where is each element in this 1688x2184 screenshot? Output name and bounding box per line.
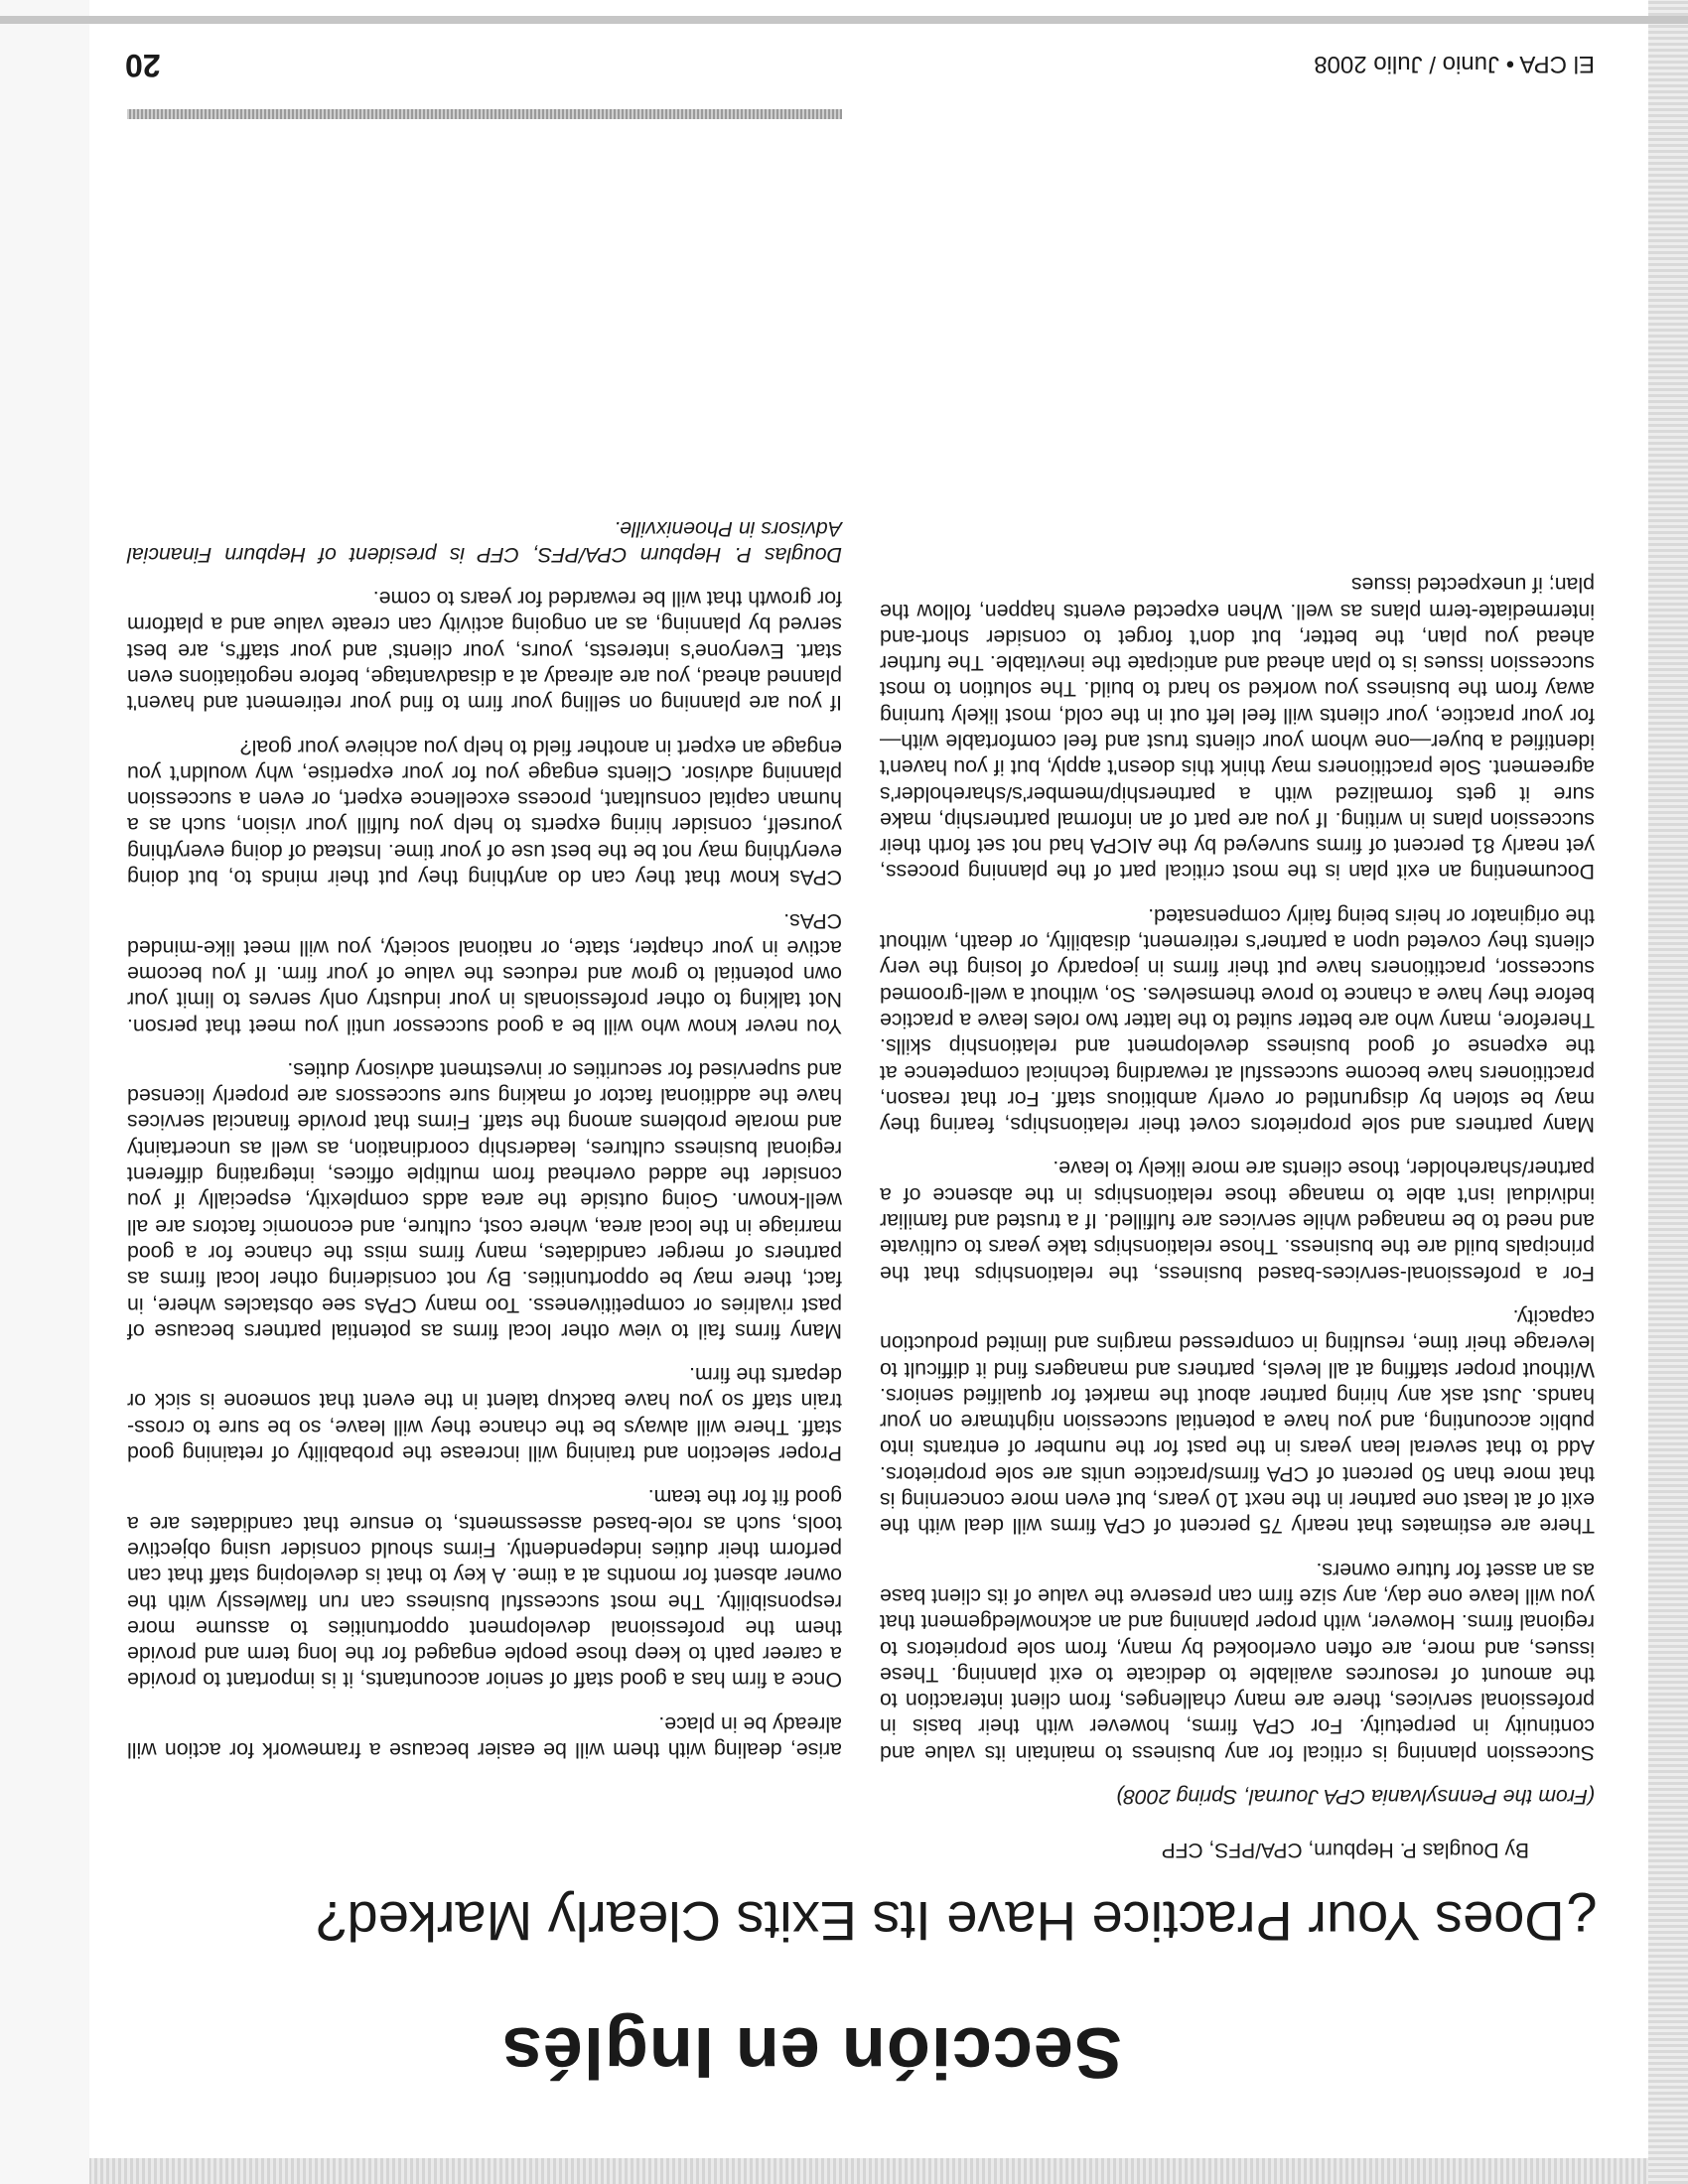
scan-edge-margin (0, 0, 89, 2184)
article-title: ¿Does Your Practice Have Its Exits Clearly Marked? (316, 1890, 1599, 1953)
section-title: Sección en Inglés (500, 2012, 1122, 2092)
paragraph: For a professional-services-based business, the relationships that the principals build are the business. Those relationships take years to cultivate and need to be managed while services are fulfilled. If a trusted and familiar individual isn't able to manage those relationships in the absence of a partner/shareholder, those clients are more likely to leave. (880, 1157, 1595, 1286)
paragraph: Documenting an exit plan is the most critical part of the planning process, yet nearly 81 percent of firms surveyed by the AICPA had not set forth their succession plans in writing. If you are part of an informal partnership, make sure it gets formalized with a partnership/member's/shareholder's agreement. Sole practitioners may think this doesn't apply, but if you haven't identified a buyer—one whom your clients trust and feel comfortable with—for your practice, your clients will feel left out in the cold, most likely turning away from the business you worked so hard to build. The solution to most succession issues is to plan ahead and anticipate the inevitable. The further ahead you plan, the better, but don't forget to consider short-and intermediate-term plans as well. When expected events happen, follow the plan; if unexpected issues (880, 573, 1595, 885)
paragraph: Succession planning is critical for any business to maintain its value and continuity in perpetuity. For CPA firms, however with their basis in professional services, there are many challenges, from client interaction to the amount of resources available to dedicate to exit planning. These issues, and more, are often overlooked by many, from sole proprietors to regional firms. However, with proper planning and an acknowledgement that you will leave one day, any size firm can preserve the value of its client base as an asset for future owners. (880, 1558, 1595, 1765)
scan-edge-line (0, 16, 1688, 24)
author-note: Douglas P. Hepburn CPA/PFS, CFP is president of Hepburn Financial Advisors in Phoenixville. (127, 516, 842, 567)
page-number: 20 (125, 48, 161, 83)
paragraph: Proper selection and training will increase the probability of retaining good staff. There will always be the chance they will leave, so be sure to cross-train staff so you have backup talent in the event that someone is sick or departs the firm. (127, 1363, 842, 1466)
paragraph: Once a firm has a good staff of senior accountants, it is important to provide a career path to keep those people engaged for the long term and provide them the professional development opportunities to assume more responsibility. The most successful business can run flawlessly with the owner absent for months at a time. A key to that is developing staff that can perform their duties independently. Firms should consider using objective tools, such as role-based assessments, to ensure that candidates are a good fit for the team. (127, 1485, 842, 1693)
scan-edge-shadow (1648, 0, 1688, 2184)
paragraph: CPAs know that they can do anything they put their minds to, but doing everything may not be the best use of your time. Instead of doing everything yourself, consider hiring experts to help you fulfill your vision, such as a human capital consultant, process excellence expert, or even a succession planning advisor. Clients engage you for your expertise, why wouldn't you engage an expert in another field to help you achieve your goal? (127, 735, 842, 890)
paragraph: Many partners and sole proprietors covet their relationships, fearing they may be stolen by disgruntled or overly ambitious staff. For that reason, practitioners have become successful at rewarding technical competence at the expense of good business development and relationship skills. Therefore, many who are better suited to the latter two roles leave a practice before they have a chance to prove themselves. So, without a well-groomed successor, practitioners have put their firms in jeopardy of losing the very clients they coveted upon a partner's retirement, disability, or death, without the originator or heirs being fairly compensated. (880, 903, 1595, 1138)
right-column (127, 497, 842, 1763)
page-footer (125, 44, 1595, 83)
footer-rule (127, 109, 842, 119)
paragraph: You never know who will be a good successor until you meet that person. Not talking to other professionals in your industry only serves to limit your own potential to grow and reduces the value of your firm. If you become active in your chapter, state, or national society, you will meet like-minded CPAs. (127, 909, 842, 1038)
scan-edge-shadow (0, 2158, 1688, 2184)
publication-info: El CPA • Junio / Julio 2008 (1314, 51, 1595, 77)
byline: By Douglas P. Hepburn, CPA/PFS, CFP (1161, 1839, 1529, 1861)
paragraph: arise, dealing with them will be easier because a framework for action will already be in place. (127, 1711, 842, 1762)
paragraph: There are estimates that nearly 75 percent of CPA firms will deal with the exit of at least one partner in the next 10 years, but even more concerning is that more than 50 percent of CPA firms/practice units are sole proprietors. Add to that several lean years in the past for the number of entrants into public accounting, and you have a potential succession nightmare on your hands. Just ask any hiring partner about the market for qualified seniors. Without proper staffing at all levels, partners and managers find it difficult to leverage their time, resulting in compressed margins and limited production capacity. (880, 1304, 1595, 1539)
left-column (880, 554, 1595, 1810)
paragraph: If you are planning on selling your firm to find your retirement and haven't planned ahead, you are already at a disadvantage, before negotiations even start. Everyone's interests, yours, your clients' and your staff's, are best served by planning, as an ongoing activity can create value and a platform for growth that will be rewarded for years to come. (127, 587, 842, 716)
paragraph: Many firms fail to view other local firms as potential partners because of past rivalries or competitiveness. Too many CPAs see obstacles where, in fact, there may be opportunities. By not considering other local firms as partners of merger candidates, many firms miss the chance for a good marriage in the local area, where cost, culture, and economic factors are all well-known. Going outside the area adds complexity, especially if you consider the added overhead from multiple offices, integrating different regional business cultures, leadership coordination, as well as uncertainty and morale problems among the staff. Firms that provide financial services have the additional factor of making sure successors are properly licensed and supervised for securities or investment advisory duties. (127, 1057, 842, 1343)
source-note: (From the Pennsylvania CPA Journal, Spring 2008) (1116, 1785, 1595, 1809)
